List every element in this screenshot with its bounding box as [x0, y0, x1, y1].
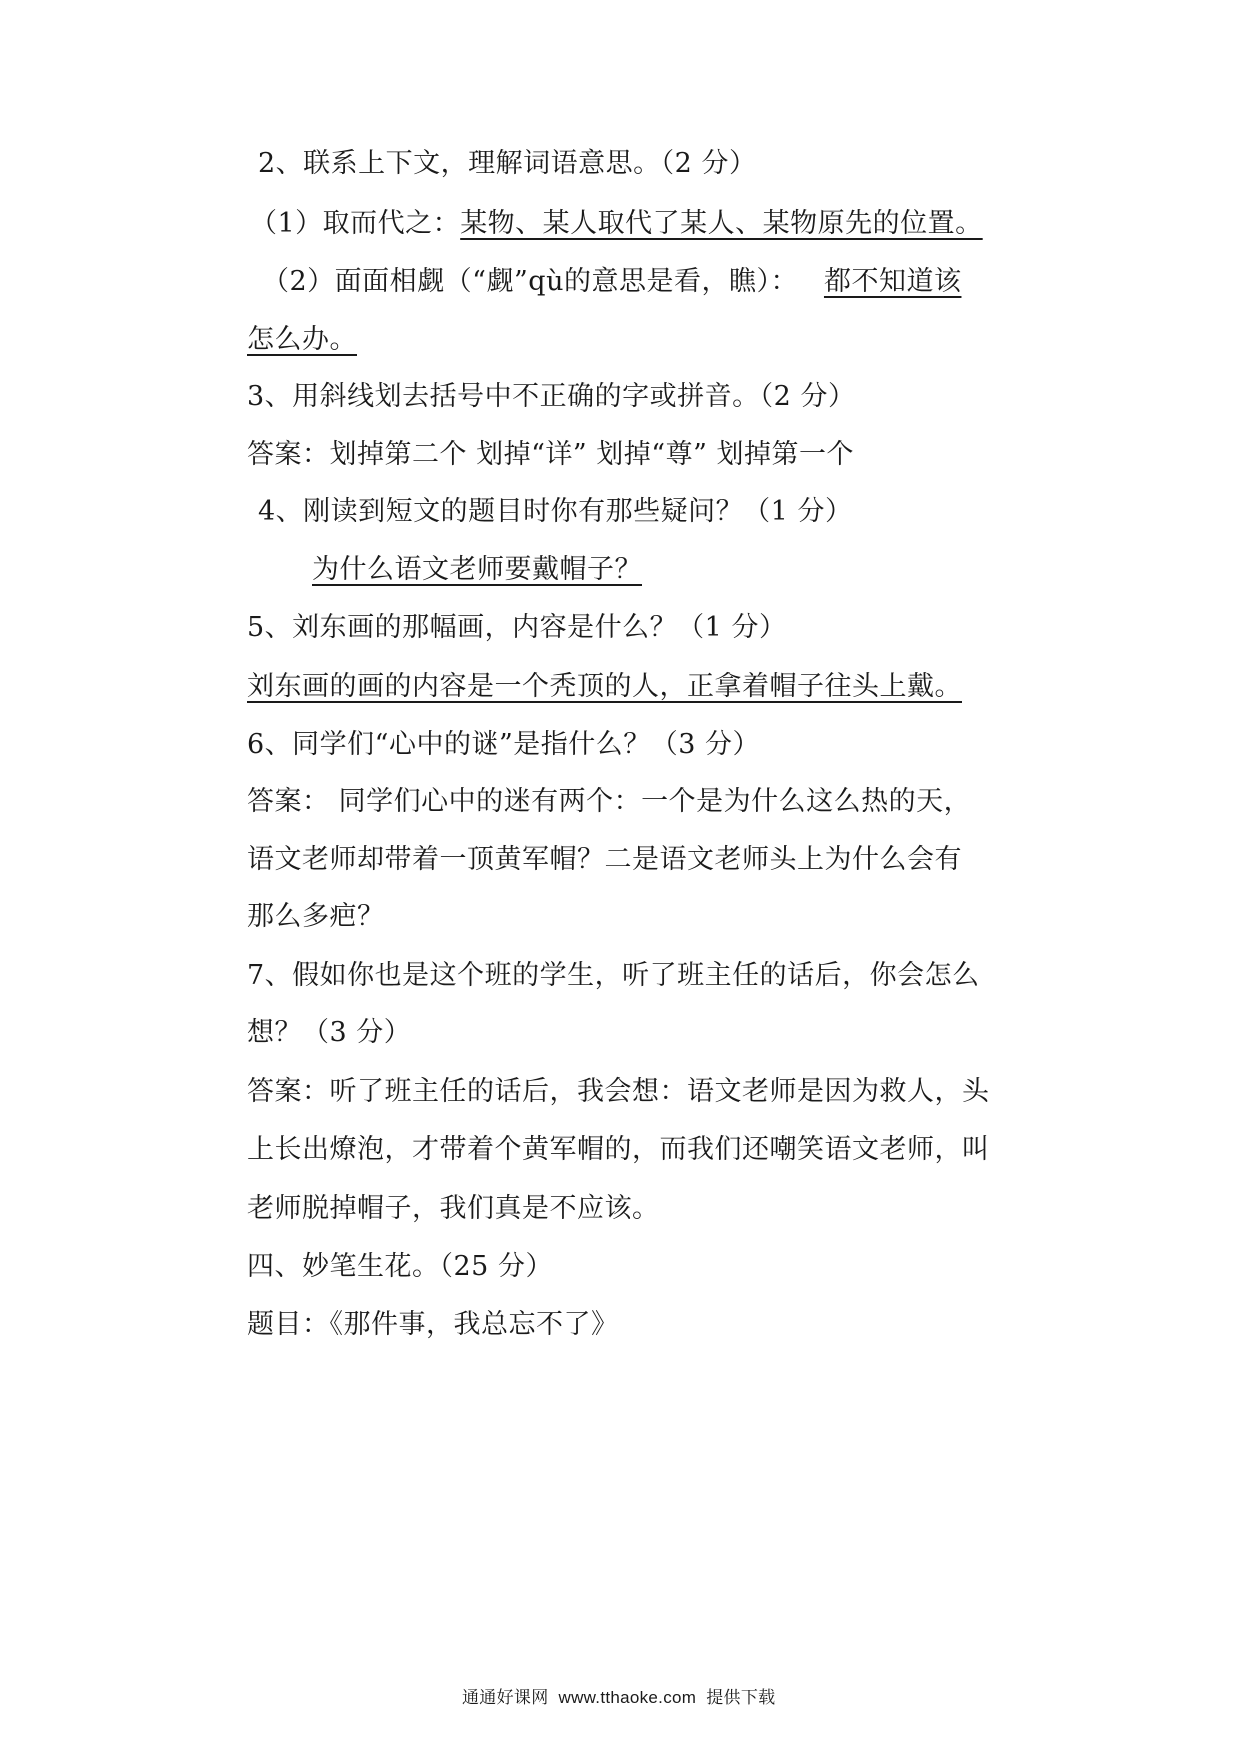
q2-item2 [262, 268, 961, 295]
footer-suffix: 提供下载 [706, 1688, 776, 1707]
q6-answer-line2: 语文老师却带着一顶黄军帽？二是语文老师头上为什么会有 [247, 844, 962, 875]
q2-item2-answer-part2: 怎么办。 [247, 324, 357, 355]
q7-answer-line3: 老师脱掉帽子，我们真是不应该。 [247, 1193, 660, 1224]
q4-answer: 为什么语文老师要戴帽子？ [312, 554, 642, 585]
q5-answer-line [247, 673, 962, 700]
q6-answer-line3: 那么多疤？ [247, 901, 385, 932]
q2-item2-label: （2）面面相觑（“觑”qù的意思是看，瞧）： [262, 266, 798, 297]
q2-item2-continuation [247, 326, 357, 353]
q4-answer-line [312, 556, 642, 583]
section4-title: 四、妙笔生花。（25 分） [247, 1251, 553, 1282]
q3-answer: 答案：划掉第二个 划掉“详” 划掉“尊” 划掉第一个 [247, 439, 854, 470]
footer-site-name: 通通好课网 [462, 1688, 549, 1707]
q5-answer: 刘东画的画的内容是一个秃顶的人，正拿着帽子往头上戴。 [247, 671, 962, 702]
q3-title: 3、用斜线划去括号中不正确的字或拼音。（2 分） [247, 381, 856, 412]
page-footer [462, 1683, 775, 1708]
q2-item2-answer-part1: 都不知道该 [823, 266, 962, 297]
q5-title: 5、刘东画的那幅画，内容是什么？（1 分） [247, 612, 787, 643]
q2-title: 2、联系上下文，理解词语意思。（2 分） [258, 148, 757, 179]
q2-item1 [250, 210, 983, 237]
q6-title: 6、同学们“心中的谜”是指什么？（3 分） [247, 729, 761, 760]
section4-topic: 题目：《那件事，我总忘不了》 [247, 1309, 619, 1340]
q2-item1-label: （1）取而代之： [250, 208, 461, 239]
q6-answer-line1: 答案： 同学们心中的迷有两个：一个是为什么这么热的天， [247, 786, 972, 817]
footer-url[interactable]: www.tthaoke.com [558, 1688, 697, 1707]
q7-answer-line1: 答案：听了班主任的话后，我会想：语文老师是因为救人，头 [247, 1076, 990, 1107]
q4-title: 4、刚读到短文的题目时你有那些疑问？（1 分） [258, 496, 853, 527]
q7-answer-line2: 上长出燎泡，才带着个黄军帽的，而我们还嘲笑语文老师，叫 [247, 1134, 990, 1165]
q7-title-line1: 7、假如你也是这个班的学生，听了班主任的话后，你会怎么 [247, 960, 980, 991]
q2-item1-answer: 某物、某人取代了某人、某物原先的位置。 [460, 208, 983, 239]
q7-title-line2: 想？（3 分） [247, 1017, 412, 1048]
